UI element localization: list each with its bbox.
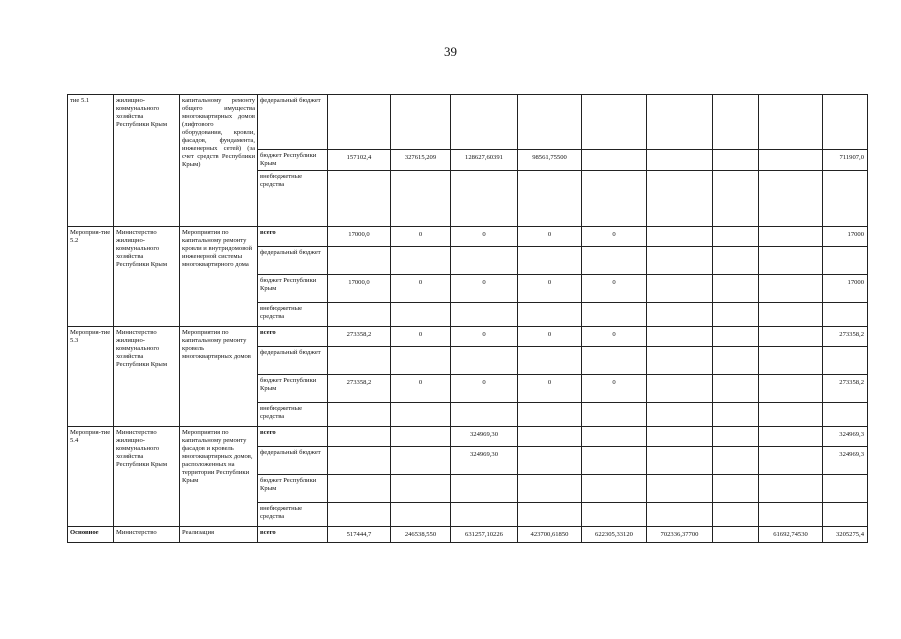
value-cell: 0 (391, 375, 451, 403)
value-cell (582, 503, 647, 527)
value-cell (713, 475, 759, 503)
value-cell: 0 (451, 327, 518, 347)
value-cell (582, 403, 647, 427)
value-cell (823, 403, 868, 427)
value-cell (713, 95, 759, 150)
value-cell (713, 327, 759, 347)
value-cell: 0 (391, 227, 451, 247)
value-cell: 246538,550 (391, 527, 451, 543)
table-row (68, 227, 868, 247)
funding-source-cell: внебюджетные средства (258, 303, 328, 327)
value-cell (582, 247, 647, 275)
value-cell (518, 347, 582, 375)
value-cell (582, 150, 647, 171)
value-cell (647, 275, 713, 303)
value-cell (328, 95, 391, 150)
value-cell: 702336,37700 (647, 527, 713, 543)
table-row (68, 527, 868, 543)
value-cell (391, 95, 451, 150)
value-cell (451, 247, 518, 275)
value-cell (328, 303, 391, 327)
value-cell: 324969,30 (451, 447, 518, 475)
value-cell (582, 447, 647, 475)
value-cell: 273358,2 (328, 375, 391, 403)
value-cell (647, 347, 713, 375)
value-cell (759, 503, 823, 527)
value-cell (823, 95, 868, 150)
value-cell: 98561,75500 (518, 150, 582, 171)
value-cell: 128627,60391 (451, 150, 518, 171)
value-cell (759, 227, 823, 247)
value-cell (328, 447, 391, 475)
value-cell: 327615,209 (391, 150, 451, 171)
value-cell: 0 (518, 375, 582, 403)
value-cell (713, 247, 759, 275)
table-body (68, 95, 868, 543)
value-cell (518, 447, 582, 475)
value-cell (759, 475, 823, 503)
measure-id-cell: Мероприя-тие 5.2 (68, 227, 114, 327)
value-cell (647, 447, 713, 475)
value-cell (759, 171, 823, 227)
value-cell (823, 347, 868, 375)
value-cell (713, 303, 759, 327)
funding-source-cell: федеральный бюджет (258, 347, 328, 375)
funding-source-cell: федеральный бюджет (258, 247, 328, 275)
value-cell (759, 95, 823, 150)
value-cell: 273358,2 (823, 327, 868, 347)
value-cell (713, 527, 759, 543)
value-cell (713, 447, 759, 475)
value-cell (451, 347, 518, 375)
value-cell (713, 427, 759, 447)
value-cell (647, 303, 713, 327)
value-cell (713, 375, 759, 403)
value-cell (451, 171, 518, 227)
value-cell: 423700,61850 (518, 527, 582, 543)
value-cell (713, 503, 759, 527)
value-cell: 17000,0 (328, 275, 391, 303)
value-cell: 0 (518, 275, 582, 303)
funding-source-cell: всего (258, 527, 328, 543)
value-cell (328, 427, 391, 447)
funding-source-cell: бюджет Республики Крым (258, 375, 328, 403)
value-cell (647, 427, 713, 447)
executor-cell: Министерство (114, 527, 180, 543)
value-cell (391, 427, 451, 447)
value-cell (759, 247, 823, 275)
value-cell (451, 95, 518, 150)
value-cell (647, 247, 713, 275)
value-cell (518, 95, 582, 150)
value-cell: 517444,7 (328, 527, 391, 543)
table-row (68, 95, 868, 150)
executor-cell: Министерство жилищно-коммунального хозяйства Республики Крым (114, 327, 180, 427)
value-cell (759, 303, 823, 327)
value-cell: 3205275,4 (823, 527, 868, 543)
value-cell (391, 403, 451, 427)
value-cell (759, 327, 823, 347)
value-cell (759, 375, 823, 403)
value-cell (647, 403, 713, 427)
value-cell: 0 (582, 275, 647, 303)
value-cell (647, 503, 713, 527)
value-cell (518, 303, 582, 327)
value-cell (391, 303, 451, 327)
measure-id-cell: Основное (68, 527, 114, 543)
value-cell (713, 275, 759, 303)
value-cell: 61692,74530 (759, 527, 823, 543)
value-cell (518, 427, 582, 447)
value-cell (759, 347, 823, 375)
value-cell: 0 (391, 327, 451, 347)
value-cell (451, 475, 518, 503)
value-cell: 631257,10226 (451, 527, 518, 543)
value-cell (582, 427, 647, 447)
measure-description-cell: Мероприятия по капитальному ремонту фасадов и кровель многоквартирных домов, расположенных на территории Республики Крым (180, 427, 258, 527)
value-cell (582, 171, 647, 227)
value-cell (823, 475, 868, 503)
value-cell (391, 503, 451, 527)
funding-source-cell: внебюджетные средства (258, 503, 328, 527)
value-cell (582, 347, 647, 375)
value-cell (451, 303, 518, 327)
table-row (68, 427, 868, 447)
value-cell: 0 (582, 227, 647, 247)
value-cell (518, 403, 582, 427)
value-cell (328, 503, 391, 527)
measure-id-cell: Мероприя-тие 5.3 (68, 327, 114, 427)
value-cell (823, 303, 868, 327)
value-cell (518, 247, 582, 275)
value-cell: 0 (451, 275, 518, 303)
value-cell (647, 227, 713, 247)
funding-source-cell: федеральный бюджет (258, 95, 328, 150)
value-cell (328, 347, 391, 375)
value-cell: 273358,2 (328, 327, 391, 347)
value-cell: 0 (518, 227, 582, 247)
value-cell (328, 475, 391, 503)
table-row (68, 327, 868, 347)
value-cell (823, 247, 868, 275)
value-cell (713, 403, 759, 427)
value-cell: 622305,33120 (582, 527, 647, 543)
value-cell (647, 95, 713, 150)
value-cell (582, 475, 647, 503)
value-cell (582, 303, 647, 327)
value-cell (391, 475, 451, 503)
value-cell (713, 347, 759, 375)
value-cell: 0 (582, 375, 647, 403)
measure-description-cell: Мероприятия по капитальному ремонту кровли и внутридомовой инженерной системы многоквартирного дома (180, 227, 258, 327)
value-cell: 17000 (823, 227, 868, 247)
funding-source-cell: внебюджетные средства (258, 171, 328, 227)
value-cell (328, 247, 391, 275)
value-cell (391, 447, 451, 475)
value-cell: 273358,2 (823, 375, 868, 403)
value-cell: 324969,30 (451, 427, 518, 447)
value-cell: 0 (582, 327, 647, 347)
value-cell: 0 (451, 227, 518, 247)
value-cell (647, 150, 713, 171)
value-cell: 157102,4 (328, 150, 391, 171)
funding-source-cell: бюджет Республики Крым (258, 275, 328, 303)
value-cell (647, 327, 713, 347)
measure-description-cell: Мероприятия по капитальному ремонту кровель многоквартирных домов (180, 327, 258, 427)
value-cell: 17000 (823, 275, 868, 303)
executor-cell: Министерство жилищно-коммунального хозяйства Республики Крым (114, 427, 180, 527)
funding-source-cell: бюджет Республики Крым (258, 150, 328, 171)
funding-source-cell: всего (258, 327, 328, 347)
value-cell (647, 171, 713, 227)
value-cell: 0 (451, 375, 518, 403)
value-cell: 324969,3 (823, 427, 868, 447)
value-cell (582, 95, 647, 150)
value-cell (518, 171, 582, 227)
value-cell: 711907,0 (823, 150, 868, 171)
measure-id-cell: тие 5.1 (68, 95, 114, 227)
value-cell (391, 247, 451, 275)
value-cell (451, 503, 518, 527)
executor-cell: жилищно-коммунального хозяйства Республики Крым (114, 95, 180, 227)
funding-source-cell: федеральный бюджет (258, 447, 328, 475)
page-number: 39 (444, 44, 457, 59)
value-cell: 0 (391, 275, 451, 303)
value-cell (713, 150, 759, 171)
value-cell (823, 503, 868, 527)
budget-table (67, 94, 868, 543)
value-cell (391, 347, 451, 375)
value-cell: 17000,0 (328, 227, 391, 247)
measure-id-cell: Мероприя-тие 5.4 (68, 427, 114, 527)
value-cell (759, 403, 823, 427)
value-cell (328, 403, 391, 427)
measure-description-cell: капитальному ремонту общего имущества многоквартирных домов (лифтового оборудования, кровли, фасадов, фундамента, инженерных сетей) (за счет средств Республики Крым) (180, 95, 258, 227)
value-cell (759, 427, 823, 447)
value-cell (647, 375, 713, 403)
value-cell (759, 150, 823, 171)
funding-source-cell: всего (258, 427, 328, 447)
value-cell (759, 447, 823, 475)
funding-source-cell: бюджет Республики Крым (258, 475, 328, 503)
funding-source-cell: всего (258, 227, 328, 247)
value-cell (518, 503, 582, 527)
value-cell (451, 403, 518, 427)
value-cell (647, 475, 713, 503)
measure-description-cell: Реализация (180, 527, 258, 543)
value-cell: 0 (518, 327, 582, 347)
value-cell (391, 171, 451, 227)
value-cell (713, 171, 759, 227)
value-cell (823, 171, 868, 227)
value-cell (759, 275, 823, 303)
funding-source-cell: внебюджетные средства (258, 403, 328, 427)
value-cell: 324969,3 (823, 447, 868, 475)
executor-cell: Министерство жилищно-коммунального хозяйства Республики Крым (114, 227, 180, 327)
value-cell (518, 475, 582, 503)
value-cell (713, 227, 759, 247)
value-cell (328, 171, 391, 227)
